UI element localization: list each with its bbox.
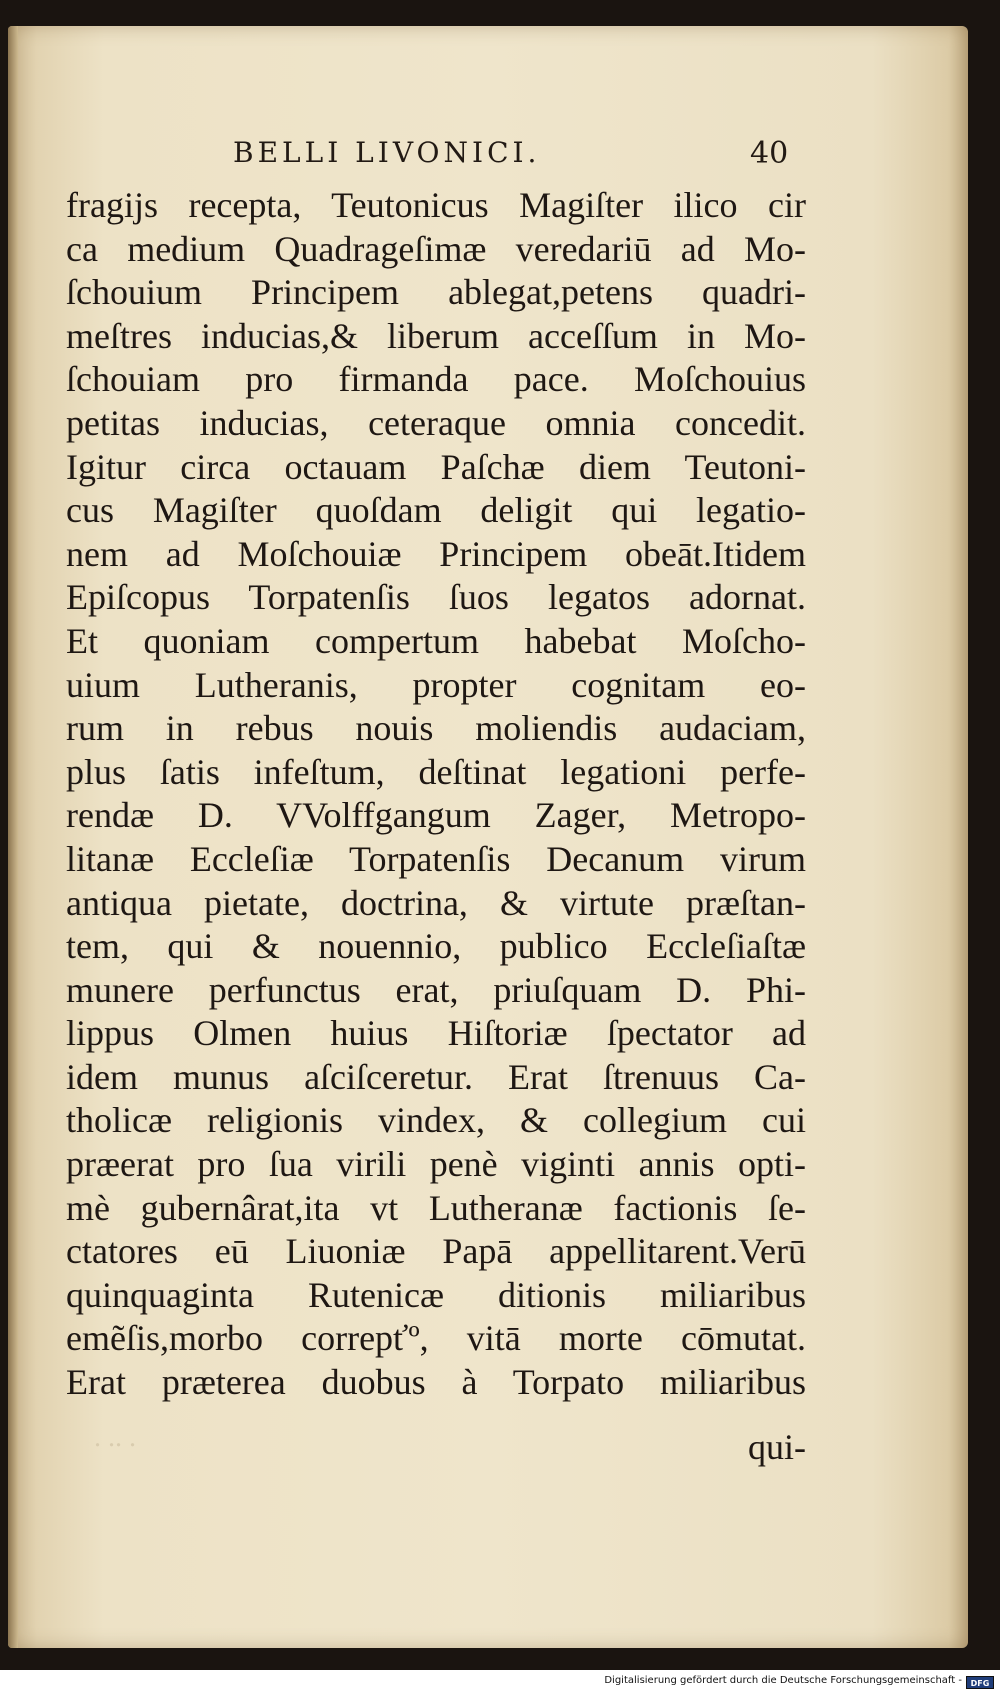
page-header (8, 136, 968, 176)
catchword: qui- (748, 1427, 806, 1467)
digitization-footer (0, 1672, 1000, 1695)
text-line: uium Lutheranis, propter cognitam eo- (66, 664, 806, 705)
text-line: tem, qui & nouennio, publico Eccleſiaſtæ (66, 926, 806, 967)
text-line: lippus Olmen huius Hiſtoriæ ſpectator ad (66, 1013, 806, 1054)
catchword-row (66, 1426, 806, 1470)
text-line: munere perfunctus erat, priuſquam D. Phi- (66, 969, 806, 1010)
body-text (66, 184, 806, 1405)
dfg-logo-icon: DFG (966, 1676, 994, 1689)
text-line: rum in rebus nouis moliendis audaciam, (66, 708, 806, 749)
text-line: ca medium Quadrageſimæ veredariū ad Mo- (66, 228, 806, 269)
text-line: plus ſatis infeſtum, deſtinat legationi perfe- (66, 751, 806, 792)
text-line: petitas inducias, ceteraque omnia concedit. (66, 402, 806, 443)
text-line: meſtres inducias,& liberum acceſſum in Mo- (66, 315, 806, 356)
text-line: cus Magiſter quoſdam deligit qui legatio- (66, 490, 806, 531)
text-line: præerat pro ſua virili penè viginti annis opti- (66, 1144, 806, 1185)
text-line: Epiſcopus Torpatenſis ſuos legatos adornat. (66, 577, 806, 618)
text-line: Igitur circa octauam Paſchæ diem Teutoni- (66, 446, 806, 487)
text-line: idem munus aſciſceretur. Erat ſtrenuus Ca- (66, 1056, 806, 1097)
text-line: quinquaginta Rutenicæ ditionis miliaribus (66, 1274, 806, 1315)
text-line: ſchouium Principem ablegat,petens quadri- (66, 272, 806, 313)
page-number: 40 (750, 136, 789, 171)
text-line: emẽſis,morbo correpťº, vitā morte cōmutat. (66, 1318, 806, 1359)
text-line: Et quoniam compertum habebat Moſcho- (66, 620, 806, 661)
text-line: antiqua pietate, doctrina, & virtute præſtan- (66, 882, 806, 923)
text-line: litanæ Eccleſiæ Torpatenſis Decanum virum (66, 838, 806, 879)
text-line: mè gubernârat,ita vt Lutheranæ factionis ſe- (66, 1187, 806, 1228)
running-head: BELLI LIVONICI. (233, 136, 541, 169)
text-line: tholicæ religionis vindex, & collegium cui (66, 1100, 806, 1141)
text-line: fragijs recepta, Teutonicus Magiſter ilico cir (66, 185, 806, 225)
show-through-mark: ∙ ∙∙ ∙ (94, 1430, 136, 1461)
text-line: nem ad Moſchouiæ Principem obeāt.Itidem (66, 533, 806, 574)
page-edge (8, 26, 18, 1648)
funding-credit: Digitalisierung gefördert durch die Deutsche Forschungsgemeinschaft - (604, 1675, 962, 1686)
text-line: Erat præterea duobus à Torpato miliaribus (66, 1362, 806, 1403)
book-page (8, 26, 968, 1648)
text-line: ſchouiam pro firmanda pace. Moſchouius (66, 359, 806, 400)
text-line: rendæ D. VVolffgangum Zager, Metropo- (66, 795, 806, 836)
text-line: ctatores eū Liuoniæ Papā appellitarent.Verū (66, 1231, 806, 1272)
